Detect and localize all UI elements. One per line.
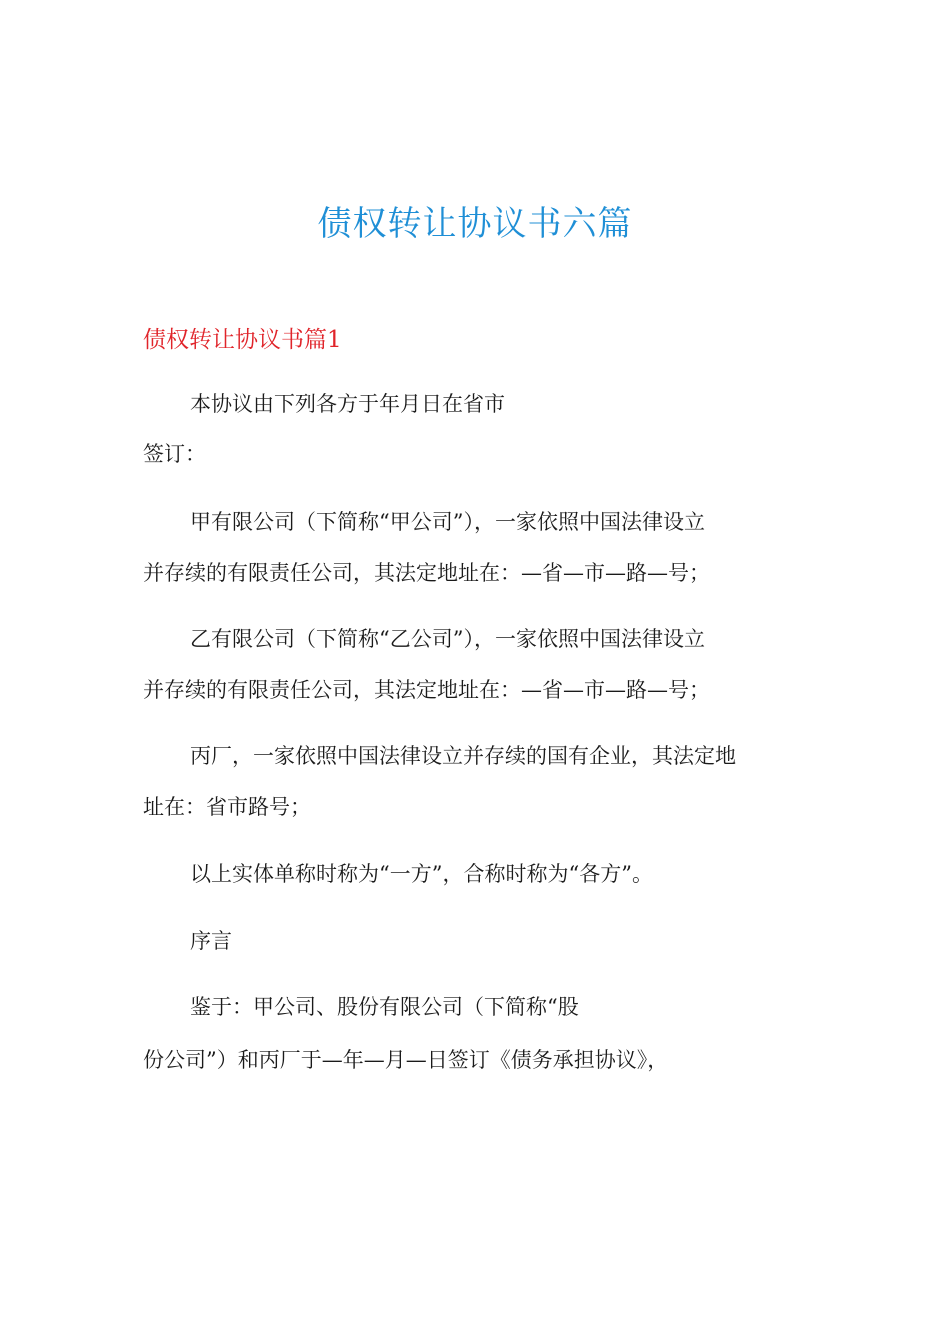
paragraph-line: 并存续的有限责任公司，其法定地址在：—省—市—路—号；	[143, 678, 710, 702]
paragraph-line: 址在：省市路号；	[143, 795, 311, 819]
section-heading: 债权转让协议书篇1	[143, 327, 342, 353]
paragraph-line: 丙厂，一家依照中国法律设立并存续的国有企业，其法定地	[190, 744, 736, 768]
paragraph-line: 乙有限公司（下简称“乙公司”），一家依照中国法律设立	[190, 627, 705, 651]
paragraph-line: 签订：	[143, 442, 206, 466]
paragraph-line: 鉴于：甲公司、股份有限公司（下简称“股	[190, 995, 579, 1019]
paragraph-line: 甲有限公司（下简称“甲公司”），一家依照中国法律设立	[190, 510, 705, 534]
document-title: 债权转让协议书六篇	[317, 204, 633, 244]
paragraph-line: 本协议由下列各方于年月日在省市	[190, 392, 505, 416]
paragraph-line: 并存续的有限责任公司，其法定地址在：—省—市—路—号；	[143, 561, 710, 585]
paragraph-line: 序言	[190, 929, 232, 953]
paragraph-line: 份公司”）和丙厂于—年—月—日签订《债务承担协议》，	[143, 1048, 669, 1072]
paragraph-line: 以上实体单称时称为“一方”，合称时称为“各方”。	[190, 862, 653, 886]
